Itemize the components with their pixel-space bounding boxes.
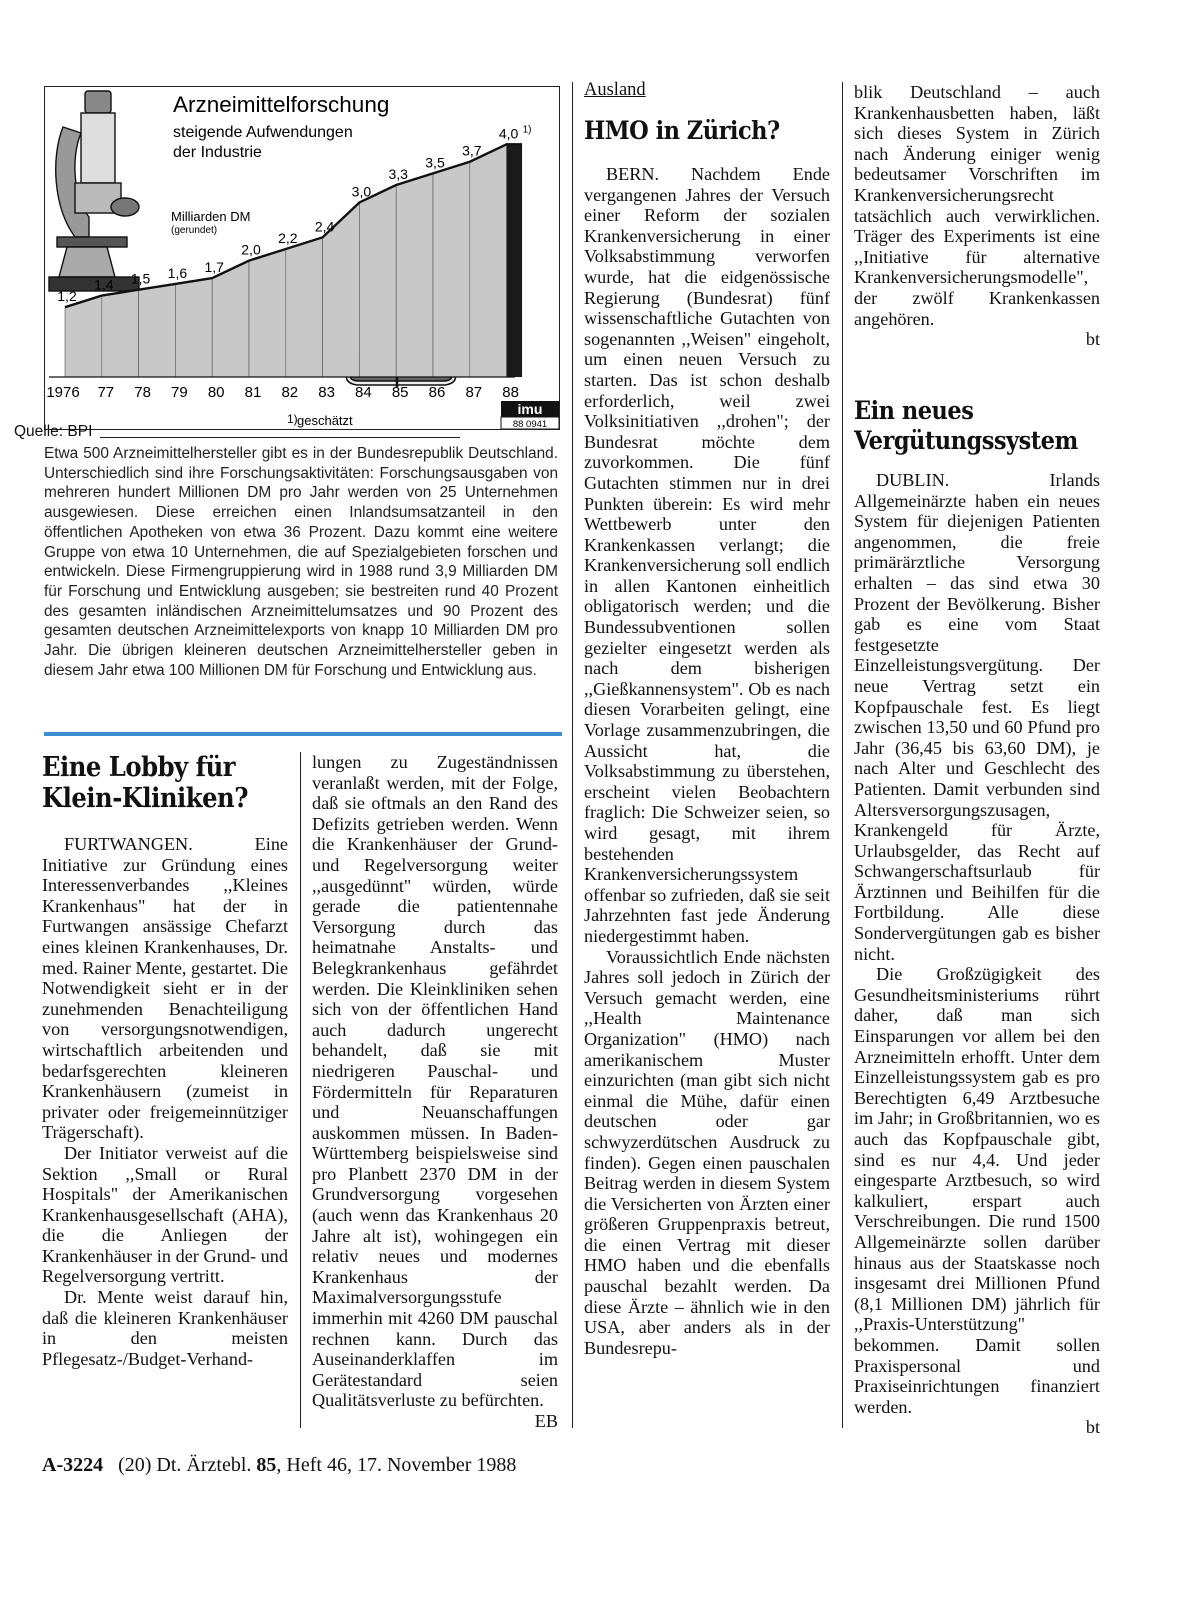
section-label: Ausland: [584, 80, 646, 100]
chart-value-label: 1,7: [204, 259, 224, 276]
chart-area-segment: [65, 296, 102, 377]
dublin-headline-line1: Ein neues: [854, 396, 974, 425]
lobby-signature: EB: [534, 1411, 558, 1431]
chart-value-label: 2,4: [314, 218, 335, 235]
chart-area-segment: [470, 144, 507, 377]
chart-value-label: 1,4: [94, 276, 114, 293]
source-rule: [100, 437, 460, 438]
chart-tick-label: 81: [244, 384, 262, 401]
chart-area-segment: [286, 237, 323, 377]
lobby-headline-line2: Klein-Kliniken?: [42, 783, 248, 814]
dublin-paragraph-2: Die Großzügigkeit des Gesundheitsministeriums rührt daher, daß man sich Einsparungen vor allem bei den Arzneimitteln erhofft. Unter dem Einzelleistungssystem gab es pro Berechtigten 6,49 Arztbesuche im Jahr; in Großbritannien, wo es auch das Kopfpauschale gibt, sind es nur 4,4. Und jeder eingesparte Arztbesuch, so wird kalkuliert, erspart auch Verschreibungen. Die rund 1500 Allgemeinärzte sollen darüber hinaus aus der Staatskasse noch insgesamt drei Millionen Pfund (8,1 Millionen DM) jährlich für ,,Praxis-Unterstützung" bekommen. Damit sollen Praxispersonal und Praxiseinrichtungen finanziert werden.: [854, 964, 1100, 1417]
footer-volume: 85: [256, 1454, 277, 1476]
chart-svg: [45, 87, 559, 429]
chart-figure: [44, 86, 560, 430]
dublin-signature: bt: [1085, 1417, 1100, 1438]
lobby-paragraph-2: Der Initiator verweist auf die Sektion ,,Small or Rural Hospitals" der Amerikanischen Krankenhausgesellschaft (AHA), die die Anliegen der Krankenhäuser in der Grund- und Regelversorgung vertritt.: [42, 1142, 288, 1287]
chart-footnote: geschätzt: [297, 413, 353, 428]
chart-tick-label: 84: [355, 384, 372, 401]
chart-area-segment: [212, 261, 249, 377]
chart-subtitle-line2: der Industrie: [173, 144, 262, 161]
chart-area-segment: [396, 173, 433, 377]
imu-code: 88 0941: [512, 419, 548, 429]
chart-bars: [49, 144, 522, 377]
hmo-headline: HMO in Zürich?: [584, 116, 780, 145]
chart-area-segment: [249, 249, 286, 377]
page-code: A-3224: [42, 1454, 104, 1476]
lobby-col2: [312, 752, 558, 1432]
chart-value-label: 3,0: [351, 183, 372, 200]
chart-bar-estimated: [507, 144, 522, 377]
chart-footnote-marker: 1): [287, 412, 298, 426]
hmo-paragraph-1: BERN. Nachdem Ende vergangenen Jahres der Versuch einer Reform der sozialen Krankenversicherung in einer Volksabstimmung verworfen wurde, hat die eidgenössische Regierung (Bundesrat) fünf wissenschaftliche Gutachten von sogenannten ,,Weisen" eingeholt, um einen neuen Versuch zu starten. Das ist schon deshalb erforderlich, weil zwei Volksinitiativen ,,drohen"; der Bundesrat möchte dem zuvorkommen. Die fünf Gutachten stimmen nur in drei Punkten überein: Es wird mehr Wettbewerb unter den Krankenkassen verlangt; die Krankenversicherung soll endlich in allen Kantonen einheitlich obligatorisch werden; und die Bundessubventionen sollen gezielter eingesetzt werden als nach dem bisherigen ,,Gießkannensystem". Ob es nach diesen Vorarbeiten gelingt, eine Vorlage zusammenzubringen, die Aussicht hat, die Volksabstimmung zu überstehen, erscheint vielen Beobachtern fraglich: Die Schweizer seien, so wird gesagt, mit ihrem bestehenden Krankenversicherungssystem offenbar so zufrieden, daß sie seit Jahrzehnten fast jede Änderung niedergestimmt haben.: [584, 164, 830, 946]
chart-value-label: 3,3: [388, 166, 408, 182]
column-rule: [842, 82, 843, 1428]
dublin-paragraph-1: DUBLIN. Irlands Allgemeinärzte haben ein neues System für diejenigen Patienten angenommen, die freie primärärztliche Versorgung erhalten – das sind etwa 30 Prozent der Bevölkerung. Bisher gab es eine vom Staat festgesetzte Einzelleistungsvergütung. Der neue Vertrag setzt ein Kopfpauschale fest. Es liegt zwischen 13,50 und 60 Pfund pro Jahr (36,45 bis 63,60 DM), je nach Alter und Geschlecht des Patienten. Damit verbunden sind Altersversorgungszusagen, Krankengeld für Ärzte, Urlaubsgelder, das Recht auf Schwangerschaftsurlaub für Ärztinnen und Beihilfen für die Fortbildung. Alle diese Sondervergütungen gab es bisher nicht.: [854, 470, 1100, 964]
chart-value-label: 3,7: [462, 142, 482, 159]
chart-source: Quelle: BPI: [14, 423, 93, 440]
chart-value-label: 1,6: [167, 264, 188, 281]
lobby-col1: [42, 834, 288, 1369]
lobby-paragraph-1: FURTWANGEN. Eine Initiative zur Gründung eines Interessenverbandes ,,Kleines Krankenhaus" hat der in Furtwangen ansässige Chefarzt eines kleinen Krankenhauses, Dr. med. Rainer Mente, gestartet. Die Notwendigkeit sieht er in der zunehmenden Benachteiligung von versorgungsnotwendigen, wirtschaftlich arbeitenden und bedarfsgerechten kleineren Krankenhäusern (zumeist in privater oder freigemeinnütziger Trägerschaft).: [42, 834, 288, 1143]
chart-value-label: 4,0: [498, 125, 519, 142]
imu-logo: imu: [517, 401, 543, 417]
chart-tick-label: 88: [502, 384, 519, 401]
chart-tick-label: 78: [134, 384, 151, 401]
chart-tick-label: 77: [97, 384, 115, 401]
chart-caption: Etwa 500 Arzneimittelhersteller gibt es in der Bundesrepublik Deutschland. Unterschiedlich sind ihre Forschungsaktivitäten: Forschungsausgaben von mehreren hundert Millionen DM pro Jahr werden von 25 Unternehmen ausgewiesen. Diese erreichen einen Inlandsumsatzanteil in den öffentlichen Apotheken von etwa 36 Prozent. Dazu kommt eine weitere Gruppe von etwa 10 Unternehmen, die auf Spezialgebieten forschen und entwickeln. Diese Firmengruppierung wird in 1988 rund 3,9 Milliarden DM für Forschung und Entwicklung ausgeben; sie bestreiten rund 40 Prozent des gesamten inländischen Arzneimittelumsatzes und 90 Prozent des gesamten deutschen Arzneimittelexports von knapp 10 Milliarden DM pro Jahr. Die übrigen kleineren deutschen Arzneimittelhersteller geben in diesem Jahr etwa 100 Millionen DM für Forschung und Entwicklung aus.: [44, 445, 558, 679]
footer-journal: (20) Dt. Ärztebl.: [118, 1454, 252, 1476]
chart-value-label: 2,2: [278, 230, 298, 246]
chart-area-segment: [139, 284, 176, 377]
section-divider: [44, 732, 562, 736]
footer-issue-date: , Heft 46, 17. November 1988: [276, 1454, 517, 1476]
chart-area-segment: [359, 185, 396, 377]
dublin-headline-line2: Vergütungssystem: [854, 426, 1078, 455]
chart-value-label: 2,0: [241, 241, 261, 258]
lobby-headline: [42, 752, 282, 814]
chart-area-segment: [175, 278, 212, 377]
chart-tick-label: 87: [465, 384, 483, 401]
chart-tick-label: 85: [391, 384, 409, 401]
dublin-column: [854, 470, 1100, 1438]
chart-ylabel-note: (gerundet): [171, 225, 218, 236]
chart-tick-label: 80: [207, 384, 225, 401]
dublin-headline: [854, 396, 1100, 456]
chart-tick-label: 82: [281, 384, 299, 401]
chart-area-segment: [102, 290, 139, 377]
hmo-col2: [854, 82, 1100, 350]
page-footer: [42, 1454, 516, 1477]
chart-ylabel: Milliarden DM: [171, 209, 251, 224]
chart-tick-labels: [46, 384, 519, 401]
hmo-paragraph-3: blik Deutschland – auch Krankenhausbetten haben, läßt sich dieses System in Zürich nach Änderung einiger wenig bedeutsamer Vorschriften im Krankenversicherungsrecht tatsächlich auch verwirklichen. Träger des Experiments ist eine ,,Initiative für alternative Krankenversicherungsmodelle", der zwölf Krankenkassen angehören.: [854, 82, 1100, 329]
hmo-paragraph-2: Voraussichtlich Ende nächsten Jahres soll jedoch in Zürich der Versuch gemacht werden, eine ,,Health Maintenance Organization" (HMO) nach amerikanischem Muster einzurichten (man gibt sich nicht einmal die Mühe, dafür einen deutschen oder gar schwyzerdütschen Ausdruck zu finden). Gegen einen pauschalen Beitrag werden in diesem System die Versicherten von Ärzten einer größeren Gruppenpraxis betreut, die einen Vertrag mit dieser HMO haben und die ebenfalls pauschal bezahlt werden. Da diese Ärzte – ähnlich wie in den USA, aber anders als in der Bundesrepu-: [584, 946, 830, 1358]
lobby-paragraph-4: lungen zu Zugeständnissen veranlaßt werden, mit der Folge, daß sie oftmals an den Rand des Defizits getrieben werden. Wenn die Krankenhäuser der Grund- und Regelversorgung weiter ,,ausgedünnt" würden, würde gerade die patientennahe Versorgung durch das heimatnahe Anstalts- und Belegkrankenhaus gefährdet werden. Die Kleinkliniken sehen sich von der öffentlichen Hand auch dadurch ungerecht behandelt, daß sie mit niedrigeren Pauschal- und Fördermitteln für Reparaturen und Neuanschaffungen auskommen müssen. In Baden-Württemberg beispielsweise sind pro Planbett 2370 DM in der Grundversorgung vorgesehen (auch wenn das Krankenhaus 20 Jahre alt ist), wohingegen ein relativ neues und modernes Krankenhaus der Maximalversorgungsstufe immerhin mit 4260 DM pauschal rechnen kann. Durch das Auseinanderklaffen im Gerätestandard seien Qualitätsverluste zu befürchten.: [312, 752, 558, 1411]
lobby-headline-line1: Eine Lobby für: [42, 752, 236, 783]
hmo-col1: [584, 164, 830, 1358]
microscope-illustration: [49, 91, 139, 291]
chart-subtitle-line1: steigende Aufwendungen: [173, 124, 353, 141]
chart-value-label: 1,5: [130, 270, 151, 287]
column-rule: [572, 82, 573, 1428]
chart-tick-label: 86: [428, 384, 446, 401]
column-rule: [300, 752, 301, 1428]
chart-title: Arzneimittelforschung: [173, 92, 390, 117]
lobby-paragraph-3: Dr. Mente weist darauf hin, daß die kleineren Krankenhäuser in den meisten Pflegesatz-/Budget-Verhand-: [42, 1287, 288, 1369]
hmo-signature: bt: [1085, 329, 1100, 350]
chart-value-label: 3,5: [425, 154, 445, 171]
chart-tick-label: 79: [171, 384, 188, 401]
chart-value-label: 1,2: [57, 288, 77, 305]
chart-tick-label: 1976: [46, 384, 80, 401]
chart-area-segment: [433, 162, 470, 377]
chart-tick-label: 83: [318, 384, 335, 401]
chart-estimated-marker: 1): [522, 124, 532, 136]
